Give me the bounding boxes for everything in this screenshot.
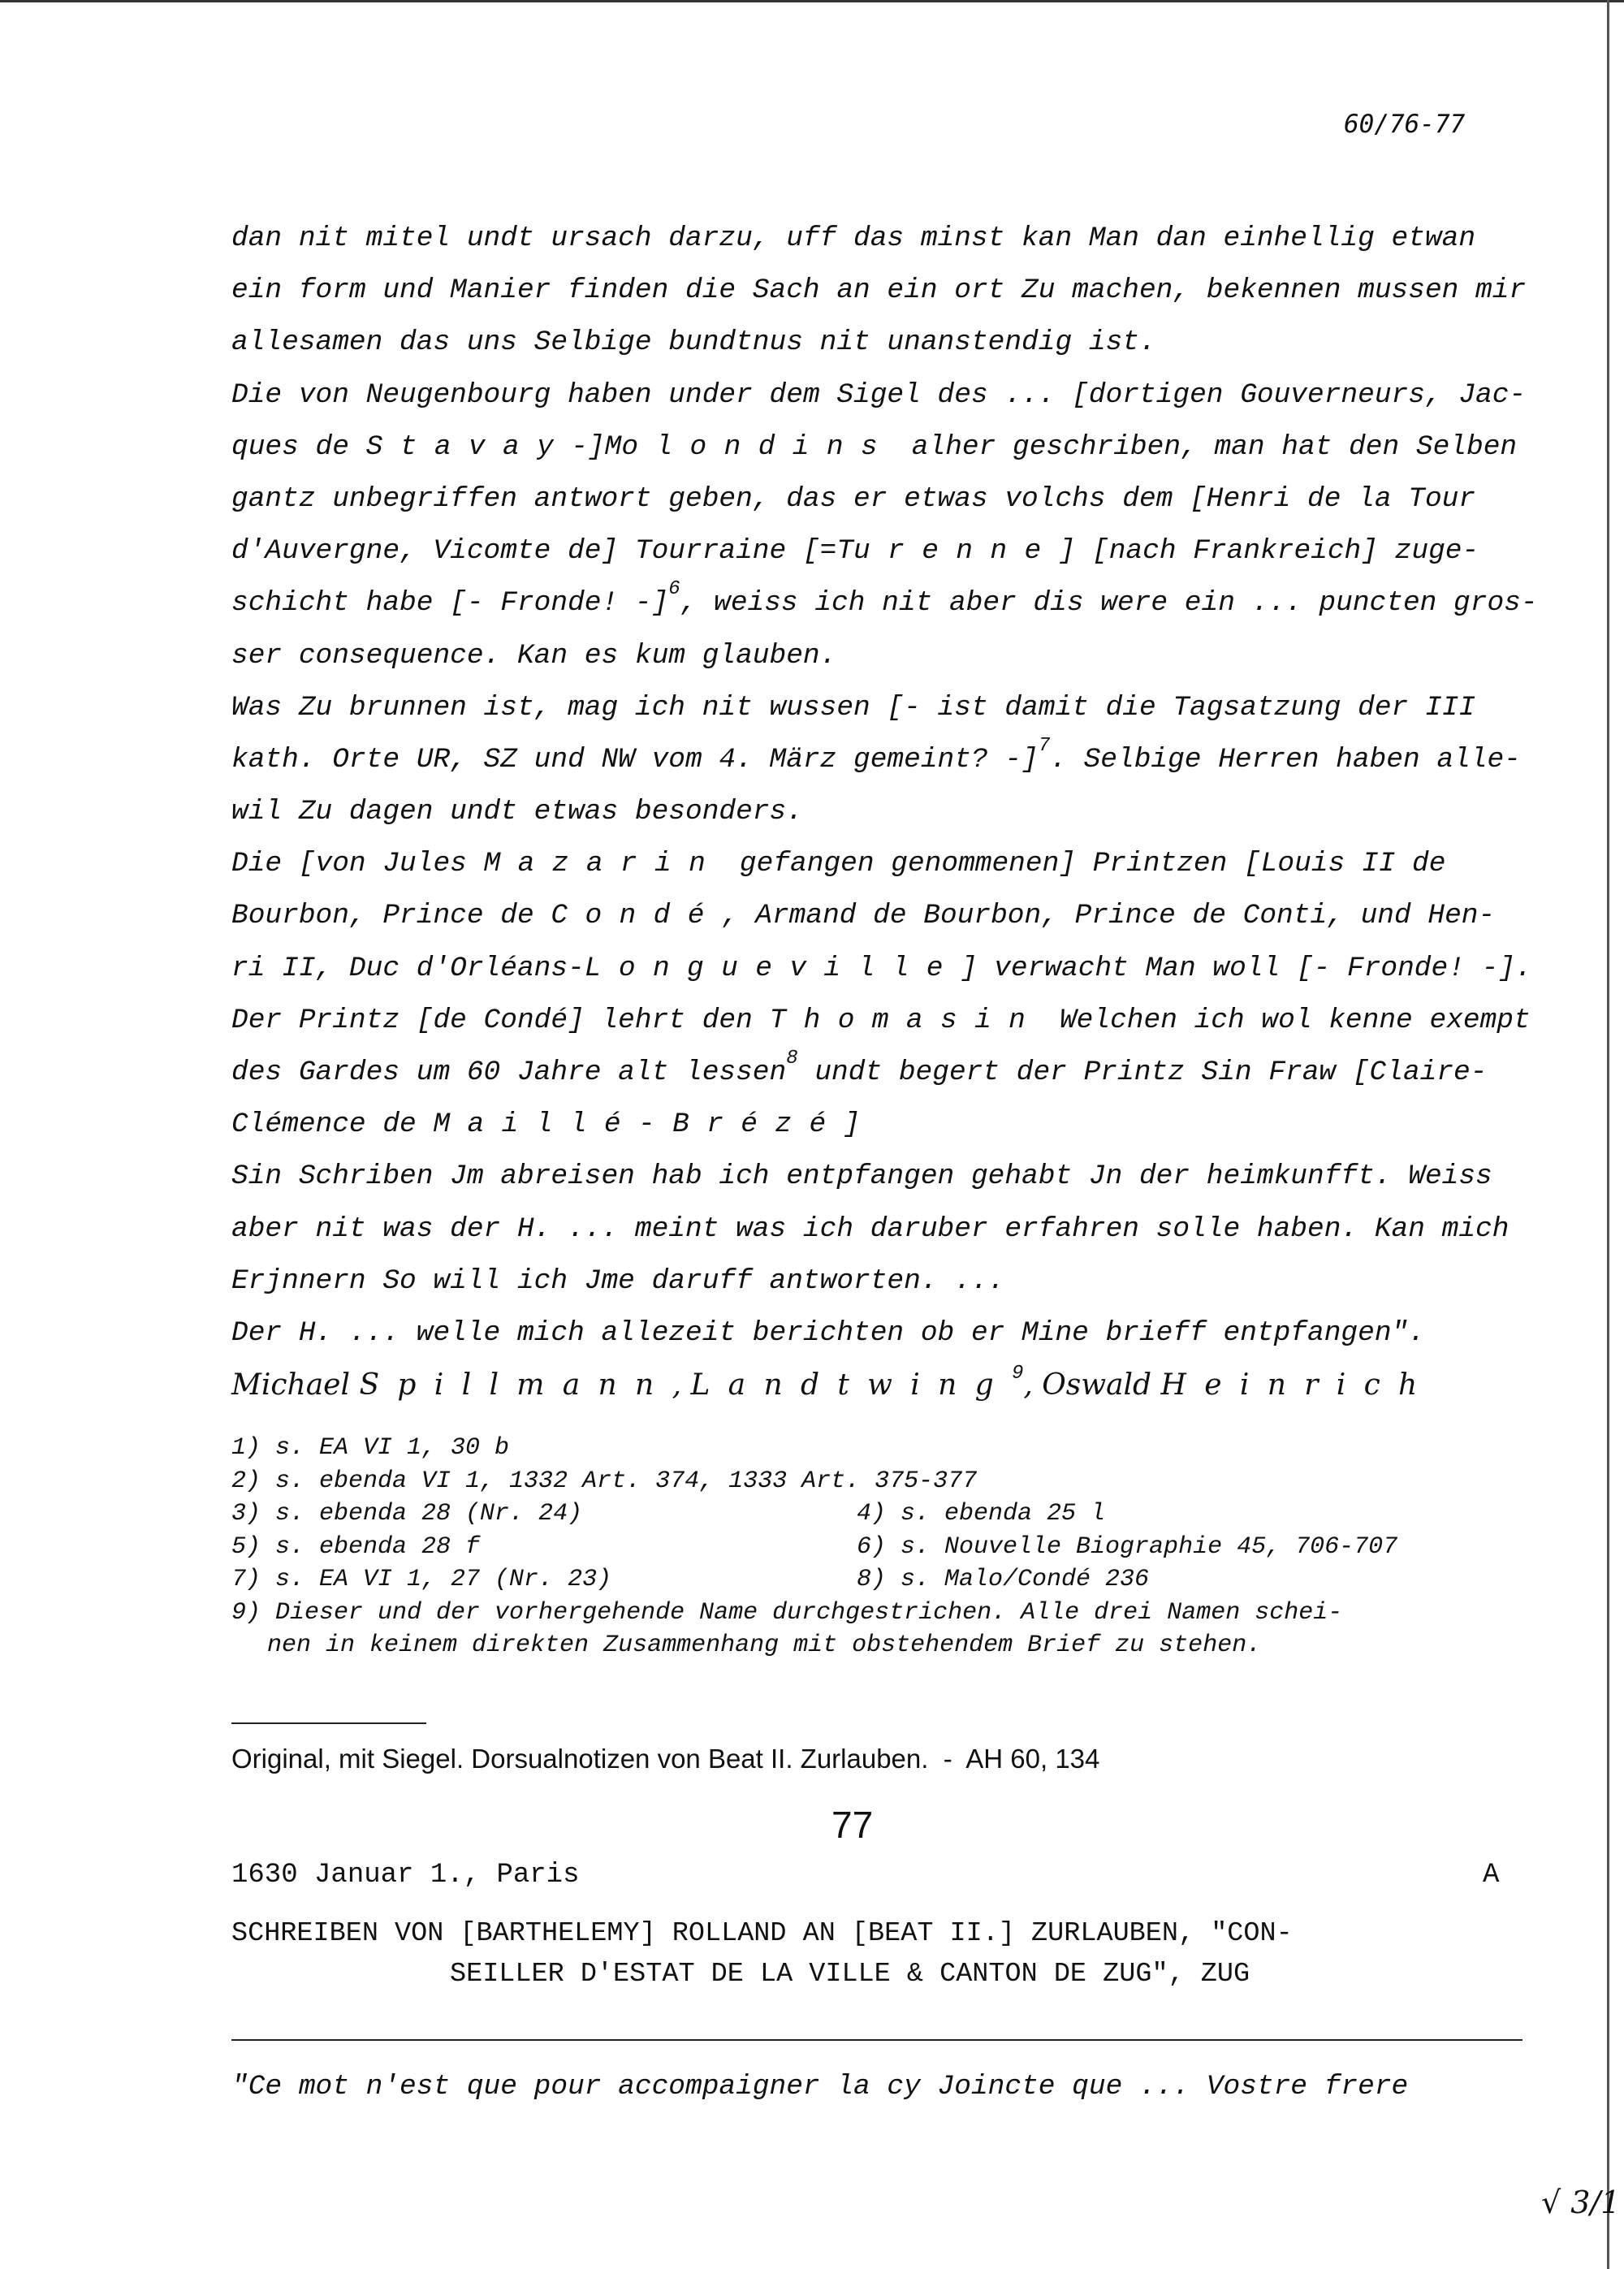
body-line	[231, 213, 1522, 265]
text-segment: kath. Orte UR, SZ und NW vom 4. März gemeint? -]	[231, 743, 1039, 776]
footnote	[231, 1531, 1531, 1564]
text-segment: Clémence de	[231, 1109, 434, 1141]
text-segment: alher geschriben, man hat den Selben	[895, 430, 1518, 463]
right-edge-rule	[1607, 0, 1609, 2269]
text-segment: Der H. ... welle mich allezeit berichten ob er Mine brieff entpfangen".	[231, 1316, 1425, 1349]
letter-body	[231, 213, 1538, 1411]
body-line	[231, 630, 1522, 682]
text-segment: wil Zu dagen undt etwas besonders.	[231, 796, 803, 828]
footnote	[231, 1563, 1531, 1597]
spaced-name: Longueville	[584, 952, 961, 984]
footnote-text: 9) Dieser und der vorhergehende Name durchgestrichen. Alle drei Namen schei-	[231, 1598, 1343, 1627]
body-line	[231, 1359, 1522, 1411]
body-line	[231, 1099, 1522, 1151]
text-segment: -]M	[571, 430, 622, 463]
date-place: 1630 Januar 1., Paris	[231, 1860, 580, 1891]
heading-line-1: SCHREIBEN VON [BARTHELEMY] ROLLAND AN [BEAT II.] ZURLAUBEN, "CON-	[231, 1918, 1293, 1949]
text-segment: ein form und Manier finden die Sach an ein ort Zu machen, bekennen mussen mir	[231, 274, 1527, 307]
text-segment: ser consequence. Kan es kum glauben.	[231, 639, 837, 672]
body-line	[231, 1307, 1522, 1359]
text-segment: . Selbige Herren haben alle-	[1050, 743, 1521, 776]
footnote-text: 8) s. Malo/Condé 236	[857, 1566, 1150, 1593]
spaced-name: Thomasin	[769, 1004, 1043, 1036]
body-line	[231, 943, 1532, 995]
body-line	[231, 577, 1538, 629]
body-line	[231, 265, 1527, 317]
letter-opening-line: "Ce mot n'est que pour accompaigner la cy Joincte que ... Vostre frere	[231, 2071, 1409, 2103]
footnote-text: 5) s. ebenda 28 f	[231, 1532, 481, 1561]
text-segment: Erjnnern So will ich Jme daruff antworten. ...	[231, 1264, 1005, 1297]
text-segment: aber nit was der H. ... meint was ich daruber erfahren solle haben. Kan mich	[231, 1212, 1510, 1245]
body-line	[231, 473, 1522, 525]
text-segment: Der Printz [de Condé] lehrt den	[231, 1004, 770, 1036]
text-segment: ]	[843, 1109, 861, 1141]
footnote-text: 4) s. ebenda 25 l	[857, 1500, 1106, 1528]
body-line	[231, 1256, 1522, 1307]
text-segment: Welchen ich wol kenne exempt	[1043, 1004, 1531, 1036]
spaced-name: urenne	[853, 535, 1059, 568]
text-segment: gantz unbegriffen antwort geben, das er etwas volchs dem [Henri de la Tour	[231, 482, 1476, 515]
text-segment: Was Zu brunnen ist, mag ich nit wussen [- ist damit die Tagsatzung der III	[231, 691, 1476, 724]
body-line	[231, 317, 1522, 369]
text-segment: Michael	[231, 1368, 360, 1402]
spaced-name: olondins	[621, 430, 896, 463]
spaced-name: Stavay	[365, 430, 572, 463]
body-line	[231, 838, 1522, 890]
body-line	[231, 995, 1531, 1047]
heading-separator-rule	[231, 2039, 1522, 2041]
text-segment: schicht habe [- Fronde! -]	[231, 587, 669, 620]
body-line	[231, 682, 1522, 734]
footnote-text: 3) s. ebenda 28 (Nr. 24)	[231, 1500, 583, 1528]
body-line	[231, 525, 1522, 577]
spaced-name: Spillmann	[359, 1368, 672, 1402]
document-heading	[231, 1913, 1531, 1995]
text-segment: ] [nach Frankreich] zuge-	[1058, 535, 1479, 568]
footnote-text: 1) s. EA VI 1, 30 b	[231, 1434, 510, 1462]
text-segment: , Oswald	[1023, 1368, 1161, 1402]
spaced-name: Heinrich	[1160, 1368, 1436, 1402]
body-line	[231, 1204, 1522, 1256]
spaced-name: Landtwing	[690, 1368, 1012, 1402]
text-segment: gefangen genommenen] Printzen [Louis II de	[723, 848, 1446, 880]
body-line	[231, 421, 1522, 473]
archive-stamp: √ 3/1	[1541, 2185, 1621, 2220]
text-segment: ques de	[231, 430, 366, 463]
footnote	[231, 1465, 1531, 1498]
document-type-letter: A	[1483, 1860, 1500, 1891]
footnote	[231, 1629, 1531, 1662]
text-segment: undt begert der Printz Sin Fraw [Claire-	[797, 1057, 1488, 1088]
text-segment: Bourbon, Prince de	[231, 900, 551, 932]
footnote-text: nen in keinem direkten Zusammenhang mit obstehendem Brief zu stehen.	[267, 1632, 1262, 1659]
footnote-ref: 9	[1011, 1363, 1024, 1385]
footnotes	[231, 1432, 1531, 1662]
spaced-name: Condé	[551, 900, 722, 932]
footnote	[231, 1597, 1531, 1630]
provenance-note: Original, mit Siegel. Dorsualnotizen von Beat II. Zurlauben. - AH 60, 134	[231, 1744, 1100, 1774]
text-segment: des Gardes um 60 Jahre alt lessen	[231, 1057, 787, 1088]
footnote	[231, 1498, 1531, 1531]
body-line	[231, 1151, 1522, 1203]
body-line	[231, 786, 1522, 838]
text-segment: d'Auvergne, Vicomte de] Tourraine [=T	[231, 535, 854, 568]
footnote-ref: 7	[1038, 734, 1051, 757]
text-segment: ,	[672, 1368, 691, 1402]
page-reference: 60/76-77	[1344, 110, 1466, 139]
footnote-text: 7) s. EA VI 1, 27 (Nr. 23)	[231, 1566, 612, 1593]
body-line	[231, 734, 1522, 786]
document-number: 77	[831, 1804, 874, 1846]
footnote-ref: 8	[786, 1048, 798, 1070]
spaced-name: Mazarin	[483, 848, 723, 880]
text-segment: , Armand de Bourbon, Prince de Conti, und Hen-	[721, 900, 1496, 932]
text-segment: , weiss ich nit aber dis were ein ... puncten gros-	[680, 587, 1538, 620]
footnote-separator-rule	[231, 1722, 426, 1724]
text-segment: Sin Schriben Jm abreisen hab ich entpfangen gehabt Jn der heimkunfft. Weiss	[231, 1160, 1492, 1193]
footnote-text: 6) s. Nouvelle Biographie 45, 706-707	[857, 1532, 1398, 1561]
body-line	[231, 1047, 1522, 1099]
text-segment: Die von Neugenbourg haben under dem Sigel des ... [dortigen Gouverneurs, Jac-	[231, 378, 1527, 411]
text-segment: ] verwacht Man woll [- Fronde! -].	[960, 952, 1532, 984]
text-segment: Die [von Jules	[231, 848, 484, 880]
footnote	[231, 1432, 1531, 1465]
footnote-text: 2) s. ebenda VI 1, 1332 Art. 374, 1333 Art. 375-377	[231, 1467, 978, 1495]
body-line	[231, 890, 1522, 942]
heading-line-2: SEILLER D'ESTAT DE LA VILLE & CANTON DE ZUG", ZUG	[450, 1959, 1250, 1990]
top-edge-rule	[0, 0, 1624, 2]
spaced-name: Maillé-Brézé	[433, 1109, 844, 1141]
body-line	[231, 370, 1527, 421]
footnote-ref: 6	[668, 578, 680, 601]
text-segment: ri II, Duc d'Orléans-	[231, 952, 585, 984]
text-segment: allesamen das uns Selbige bundtnus nit unanstendig ist.	[231, 326, 1156, 359]
text-segment: dan nit mitel undt ursach darzu, uff das minst kan Man dan einhellig etwan	[231, 223, 1476, 254]
